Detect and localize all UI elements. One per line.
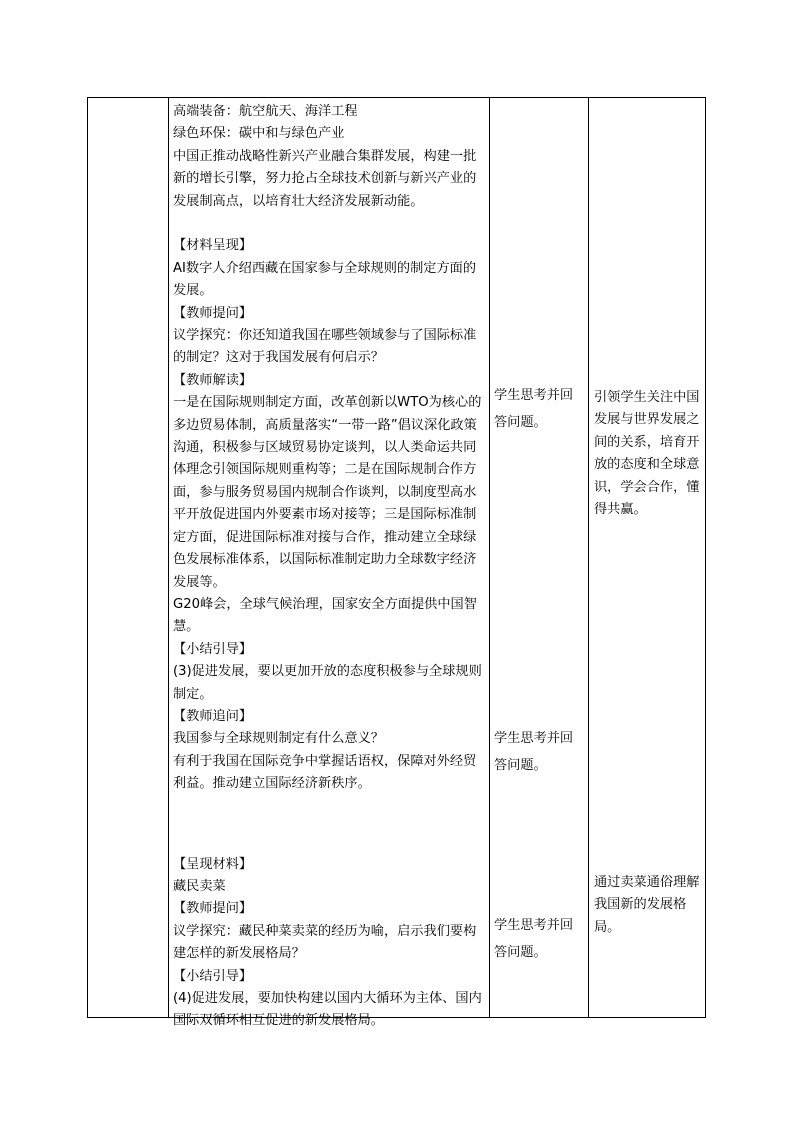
section-heading: 【教师追问】	[173, 708, 253, 724]
content-paragraph: 议学探究：藏民种菜卖菜的经历为喻，启示我们要构建怎样的新发展格局？	[173, 923, 477, 962]
section-heading: 【教师提问】	[173, 305, 253, 321]
section-heading: 【教师提问】	[173, 901, 253, 917]
design-text: 引领学生关注中国发展与世界发展之间的关系，培育开放的态度和全球意识，学会合作，懂得共赢。	[594, 390, 700, 518]
content-paragraph: 议学探究：你还知道我国在哪些领域参与了国际标准的制定？这对于我国发展有何启示？	[173, 328, 477, 366]
teaching-content-cell	[173, 101, 487, 1033]
student-activity-cell	[494, 725, 586, 779]
column-divider	[588, 98, 589, 1017]
section-heading: 【教师解读】	[173, 372, 253, 388]
student-activity-cell	[494, 912, 586, 966]
content-paragraph: 中国正推动战略性新兴产业融合集群发展，构建一批新的增长引擎，努力抢占全球技术创新与新兴产业的发展制高点，以培育壮大经济发展新动能。	[173, 148, 477, 209]
content-paragraph: 藏民卖菜	[173, 878, 226, 894]
activity-text: 学生思考并回答问题。	[494, 918, 574, 960]
content-paragraph: 有利于我国在国际竞争中掌握话语权，保障对外经贸利益。推动建立国际经济新秩序。	[173, 753, 477, 792]
activity-text: 学生思考并回答问题。	[494, 731, 574, 773]
activity-text: 学生思考并回答问题。	[494, 388, 574, 430]
content-paragraph: G20峰会，全球气候治理，国家安全方面提供中国智慧。	[173, 596, 477, 635]
design-intent-cell	[594, 387, 702, 521]
content-paragraph: 一是在国际规则制定方面，改革创新以WTO为核心的多边贸易体制，高质量落实“一带一路”倡议深化政策沟通，积极参与区域贸易协定谈判，以人类命运共同体理念引领国际规则重构等；二是在国际规制合作方面，参与服务贸易国内规制合作谈判，以制度型高水平开放促进国内外要素市场对接等；三是国际标准制定方面，促进国际标准对接与合作，推动建立全球绿色发展标准体系，以国际标准制定助力全球数字经济发展等。	[173, 395, 482, 590]
content-paragraph: (4)促进发展，要加快构建以国内大循环为主体、国内国际双循环相互促进的新发展格局。	[173, 991, 482, 1029]
content-paragraph: 高端装备：航空航天、海洋工程	[173, 104, 358, 119]
section-heading: 【小结引导】	[173, 968, 253, 984]
student-activity-cell	[494, 382, 586, 436]
design-intent-cell	[594, 872, 702, 939]
column-divider	[168, 98, 169, 1017]
content-paragraph: 绿色环保：碳中和与绿色产业	[173, 126, 345, 142]
section-heading: 【小结引导】	[173, 641, 253, 657]
content-paragraph: AI数字人介绍西藏在国家参与全球规则的制定方面的发展。	[173, 260, 477, 299]
section-heading: 【呈现材料】	[173, 856, 253, 872]
content-paragraph: (3)促进发展，要以更加开放的态度积极参与全球规则制定。	[173, 664, 482, 702]
content-paragraph: 我国参与全球规则制定有什么意义？	[173, 731, 384, 747]
column-divider	[489, 98, 490, 1017]
design-text: 通过卖菜通俗理解我国新的发展格局。	[594, 875, 700, 935]
section-heading: 【材料呈现】	[173, 238, 253, 254]
lesson-plan-table	[87, 97, 706, 1029]
